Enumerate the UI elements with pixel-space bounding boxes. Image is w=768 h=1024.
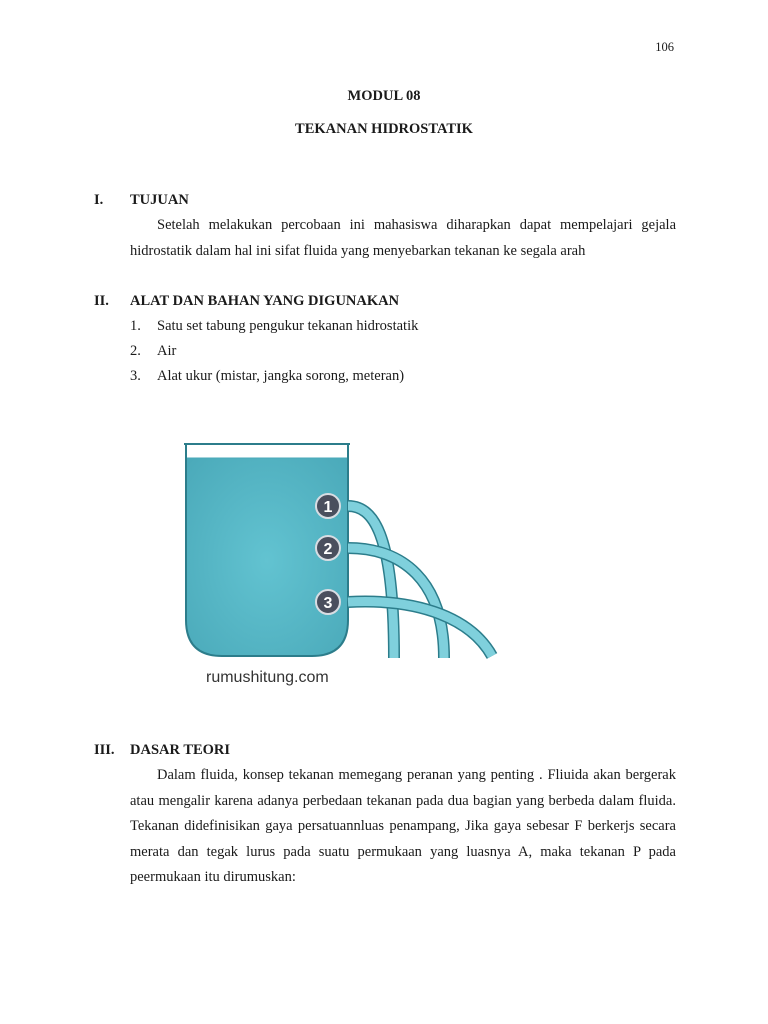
hole-label-1 bbox=[316, 494, 340, 518]
list-text: Air bbox=[157, 343, 177, 359]
module-title: MODUL 08 bbox=[347, 88, 421, 104]
list-text: Satu set tabung pengukur tekanan hidrostatik bbox=[157, 318, 419, 334]
dasar-teori-text: Dalam fluida, konsep tekanan memegang peranan yang penting . Fliuida akan bergerak atau mengalir karena adanya perbedaan tekanan pada dua bagian yang berbeda dalam fluida. Tekanan didefinisikan gaya persatuannluas penampang, Jika gaya sebesar F berkerjs secara merata dan tegak lurus pada suatu permukaan yang luasnya A, maka tekanan P pada peermukaan itu dirumuskan: bbox=[130, 767, 676, 885]
hole-label-3-text: 3 bbox=[323, 595, 333, 612]
section-number: III. bbox=[94, 742, 115, 758]
list-item bbox=[130, 318, 418, 335]
module-subtitle: TEKANAN HIDROSTATIK bbox=[295, 121, 473, 137]
list-number: 1. bbox=[130, 318, 141, 334]
section-title-tujuan: TUJUAN bbox=[130, 192, 189, 208]
air-gap bbox=[187, 444, 347, 458]
tujuan-text: Setelah melakukan percobaan ini mahasiswa diharapkan dapat mempelajari gejala hidrostatik dalam hal ini sifat fluida yang menyebarkan tekanan ke segala arah bbox=[130, 217, 676, 259]
watermark: rumushitung.com bbox=[206, 669, 329, 686]
section-number: I. bbox=[94, 192, 104, 208]
water-container-illustration bbox=[172, 430, 512, 692]
hole-label-3 bbox=[316, 590, 340, 614]
list-number: 2. bbox=[130, 343, 141, 359]
list-number: 3. bbox=[130, 368, 141, 384]
water-jets bbox=[348, 506, 492, 658]
section-title-dasar-teori: DASAR TEORI bbox=[130, 742, 231, 758]
hole-label-2-text: 2 bbox=[323, 541, 333, 558]
hydrostatic-pressure-figure bbox=[172, 430, 512, 692]
section-number: II. bbox=[94, 293, 109, 309]
list-item bbox=[130, 368, 404, 385]
hole-label-1-text: 1 bbox=[323, 499, 333, 516]
hole-label-2 bbox=[316, 536, 340, 560]
list-text: Alat ukur (mistar, jangka sorong, meteran) bbox=[157, 368, 405, 384]
page-number: 106 bbox=[655, 40, 674, 54]
dasar-teori-paragraph bbox=[130, 763, 676, 891]
section-title-alat: ALAT DAN BAHAN YANG DIGUNAKAN bbox=[130, 293, 400, 309]
list-item bbox=[130, 343, 176, 360]
tujuan-paragraph bbox=[130, 213, 676, 264]
